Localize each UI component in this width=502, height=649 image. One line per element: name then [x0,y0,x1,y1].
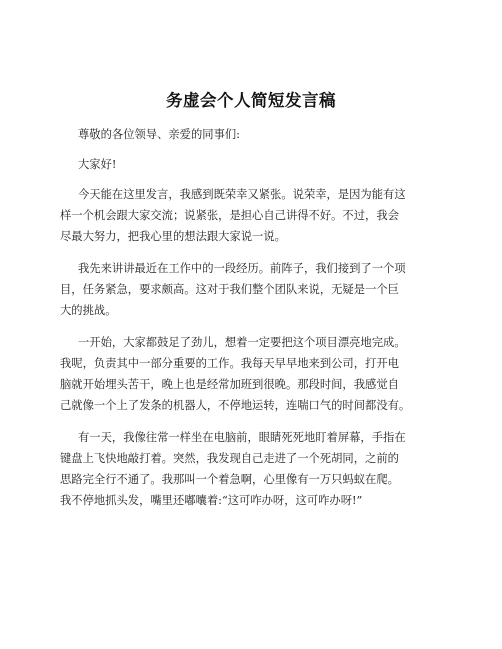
paragraph-3-line-2: 我呢，负责其中一部分重要的工作。我每天早早地来到公司，打开电 [60,357,399,370]
paragraph-2-line-1: 我先来讲讲最近在工作中的一段经历。前阵子，我们接到了一个项 [78,262,406,275]
greeting-line: 大家好! [78,158,117,171]
paragraph-4-line-4: 我不停地抓头发，嘴里还嘟囔着:“这可咋办呀，这可咋办呀!” [60,494,363,507]
paragraph-3-line-1: 一开始，大家都鼓足了劲儿，想着一定要把这个项目漂亮地完成。 [78,336,406,349]
paragraph-4-line-1: 有一天，我像往常一样坐在电脑前，眼睛死死地盯着屏幕，手指在 [78,431,406,444]
paragraph-2-line-3: 大的挑战。 [60,304,117,317]
salutation-line: 尊敬的各位领导、亲爱的同事们: [78,128,240,141]
paragraph-4-line-3: 思路完全行不通了。我那叫一个着急啊，心里像有一万只蚂蚁在爬。 [60,473,399,486]
document-title: 务虚会个人简短发言稿 [166,91,336,110]
paragraph-1-line-3: 尽最大努力，把我心里的想法跟大家说一说。 [60,230,286,243]
paragraph-1-line-2: 样一个机会跟大家交流；说紧张，是担心自己讲得不好。不过，我会 [60,209,399,222]
paragraph-4-line-2: 键盘上飞快地敲打着。突然，我发现自己走进了一个死胡同，之前的 [60,452,399,465]
paragraph-3-line-3: 脑就开始埋头苦干，晚上也是经常加班到很晚。那段时间，我感觉自 [60,378,399,391]
paragraph-3-line-4: 己就像一个上了发条的机器人，不停地运转，连喘口气的时间都没有。 [60,399,411,412]
paragraph-2-line-2: 目，任务紧急，要求颇高。这对于我们整个团队来说，无疑是一个巨 [60,283,399,296]
paragraph-1-line-1: 今天能在这里发言，我感到既荣幸又紧张。说荣幸，是因为能有这 [78,188,406,201]
